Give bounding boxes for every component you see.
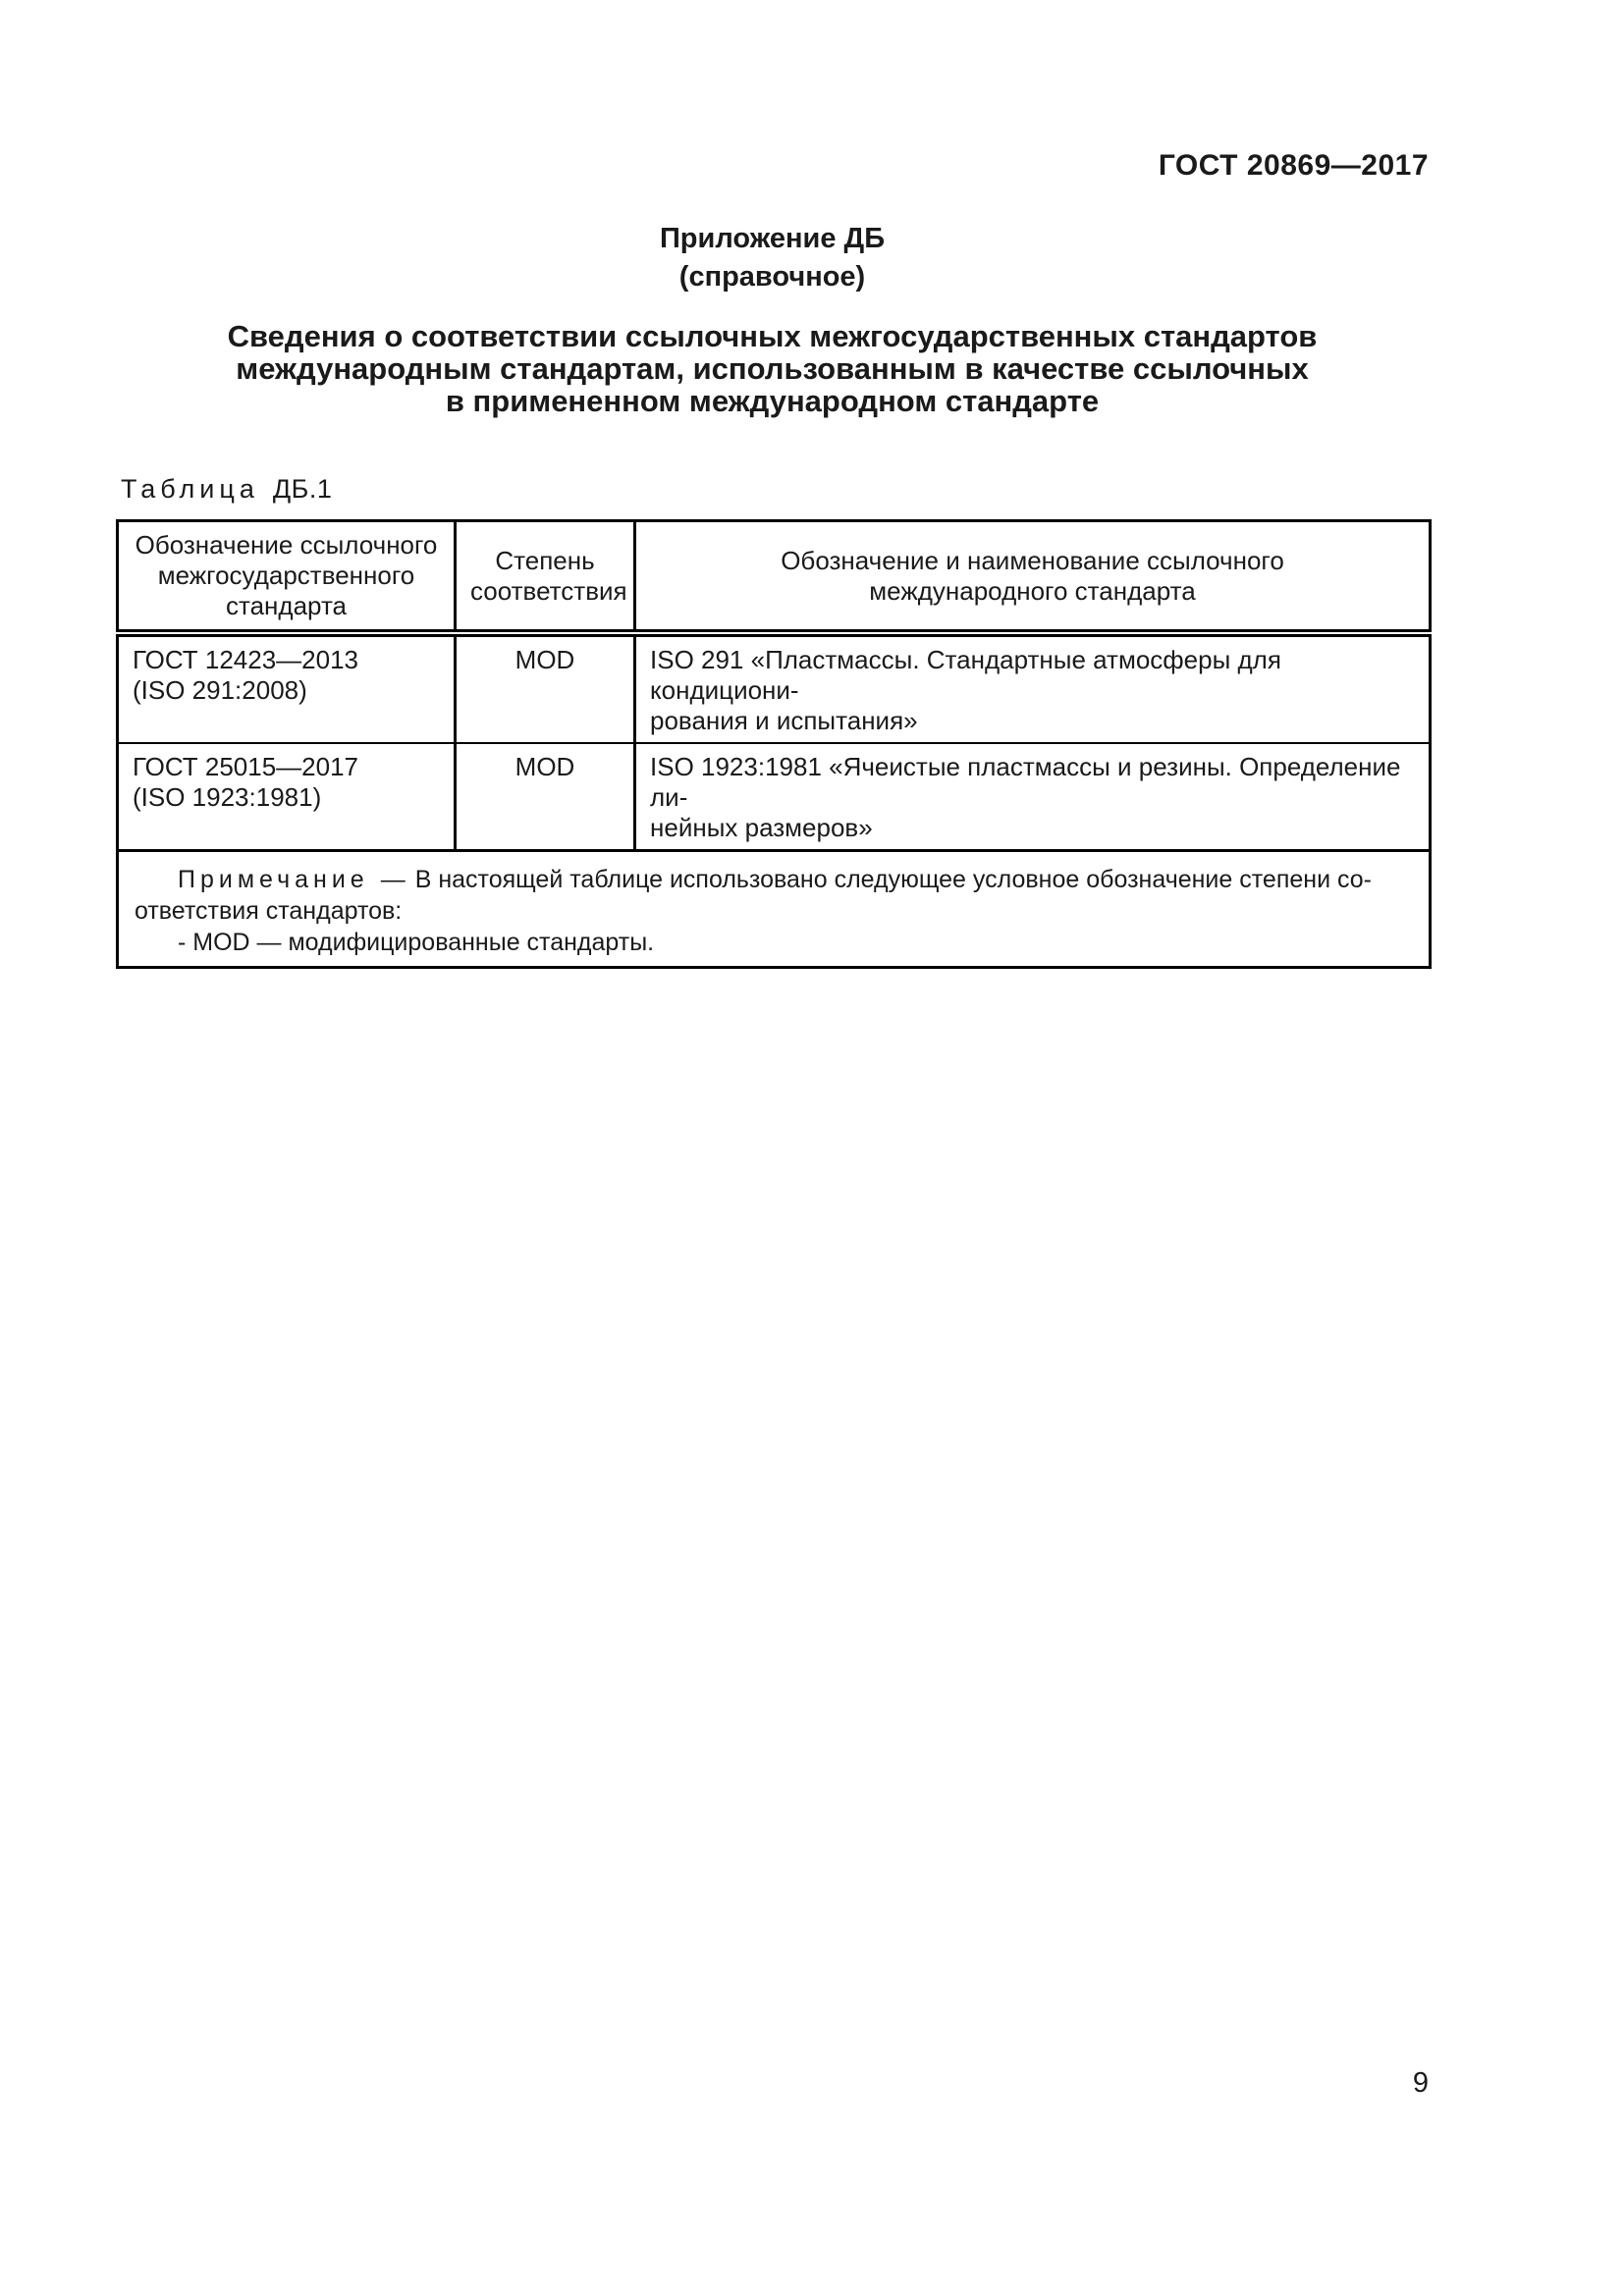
cell-international xyxy=(635,633,1431,743)
page-number: 9 xyxy=(1412,2067,1429,2099)
table-note xyxy=(118,851,1431,968)
appendix-heading xyxy=(116,220,1429,296)
gost-designation: ГОСТ 12423—2013 xyxy=(133,645,359,674)
cell-designation xyxy=(118,743,456,851)
iso-reference: (ISO 1923:1981) xyxy=(133,782,322,812)
note-line-2: ответствия стандартов: xyxy=(135,897,403,925)
section-title xyxy=(116,320,1429,417)
intl-standard-line-2: нейных размеров» xyxy=(650,813,873,842)
cell-degree: MOD xyxy=(456,743,635,851)
section-title-line-2: международным стандартам, использованным в качестве ссылочных xyxy=(236,351,1309,386)
header-cell-international-line-1: Обозначение и наименование ссылочного xyxy=(781,545,1284,575)
section-title-line-3: в примененном международном стандарте xyxy=(445,384,1100,418)
note-dash: — xyxy=(380,866,406,893)
table-note-row xyxy=(118,851,1431,968)
table-header-row xyxy=(118,521,1431,634)
intl-standard-line-2: рования и испытания» xyxy=(650,706,918,735)
correspondence-table xyxy=(116,519,1432,969)
gost-designation: ГОСТ 25015—2017 xyxy=(133,752,359,781)
appendix-label: Приложение ДБ xyxy=(659,223,886,254)
header-cell-designation: Обозначение ссылочного межгосударственного стандарта xyxy=(118,521,456,634)
note-text: В настоящей таблице использовано следующее условное обозначение степени со- xyxy=(414,866,1372,893)
note-line-1 xyxy=(135,864,1413,895)
header-cell-degree: Степень соответствия xyxy=(456,521,635,634)
header-cell-international-line-2: международного стандарта xyxy=(869,575,1196,606)
iso-reference: (ISO 291:2008) xyxy=(133,675,307,705)
document-number: ГОСТ 20869—2017 xyxy=(1158,149,1429,182)
intl-standard-line-1: ISO 291 «Пластмассы. Стандартные атмосферы для кондициони- xyxy=(650,645,1281,705)
table-row xyxy=(118,743,1431,851)
appendix-type: (справочное) xyxy=(678,261,866,293)
cell-designation xyxy=(118,633,456,743)
table-row xyxy=(118,633,1431,743)
table-caption-word: Таблица xyxy=(121,474,259,504)
table-caption-number: ДБ.1 xyxy=(272,474,333,504)
cell-degree: MOD xyxy=(456,633,635,743)
section-title-line-1: Сведения о соответствии ссылочных межгосударственных стандартов xyxy=(227,319,1318,353)
table-caption xyxy=(121,474,332,505)
intl-standard-line-1: ISO 1923:1981 «Ячеистые пластмассы и резины. Определение ли- xyxy=(650,752,1401,812)
header-cell-international xyxy=(635,521,1431,634)
note-line-3: - MOD — модифицированные стандарты. xyxy=(178,929,655,956)
note-label: Примечание xyxy=(178,866,369,893)
cell-international xyxy=(635,743,1431,851)
